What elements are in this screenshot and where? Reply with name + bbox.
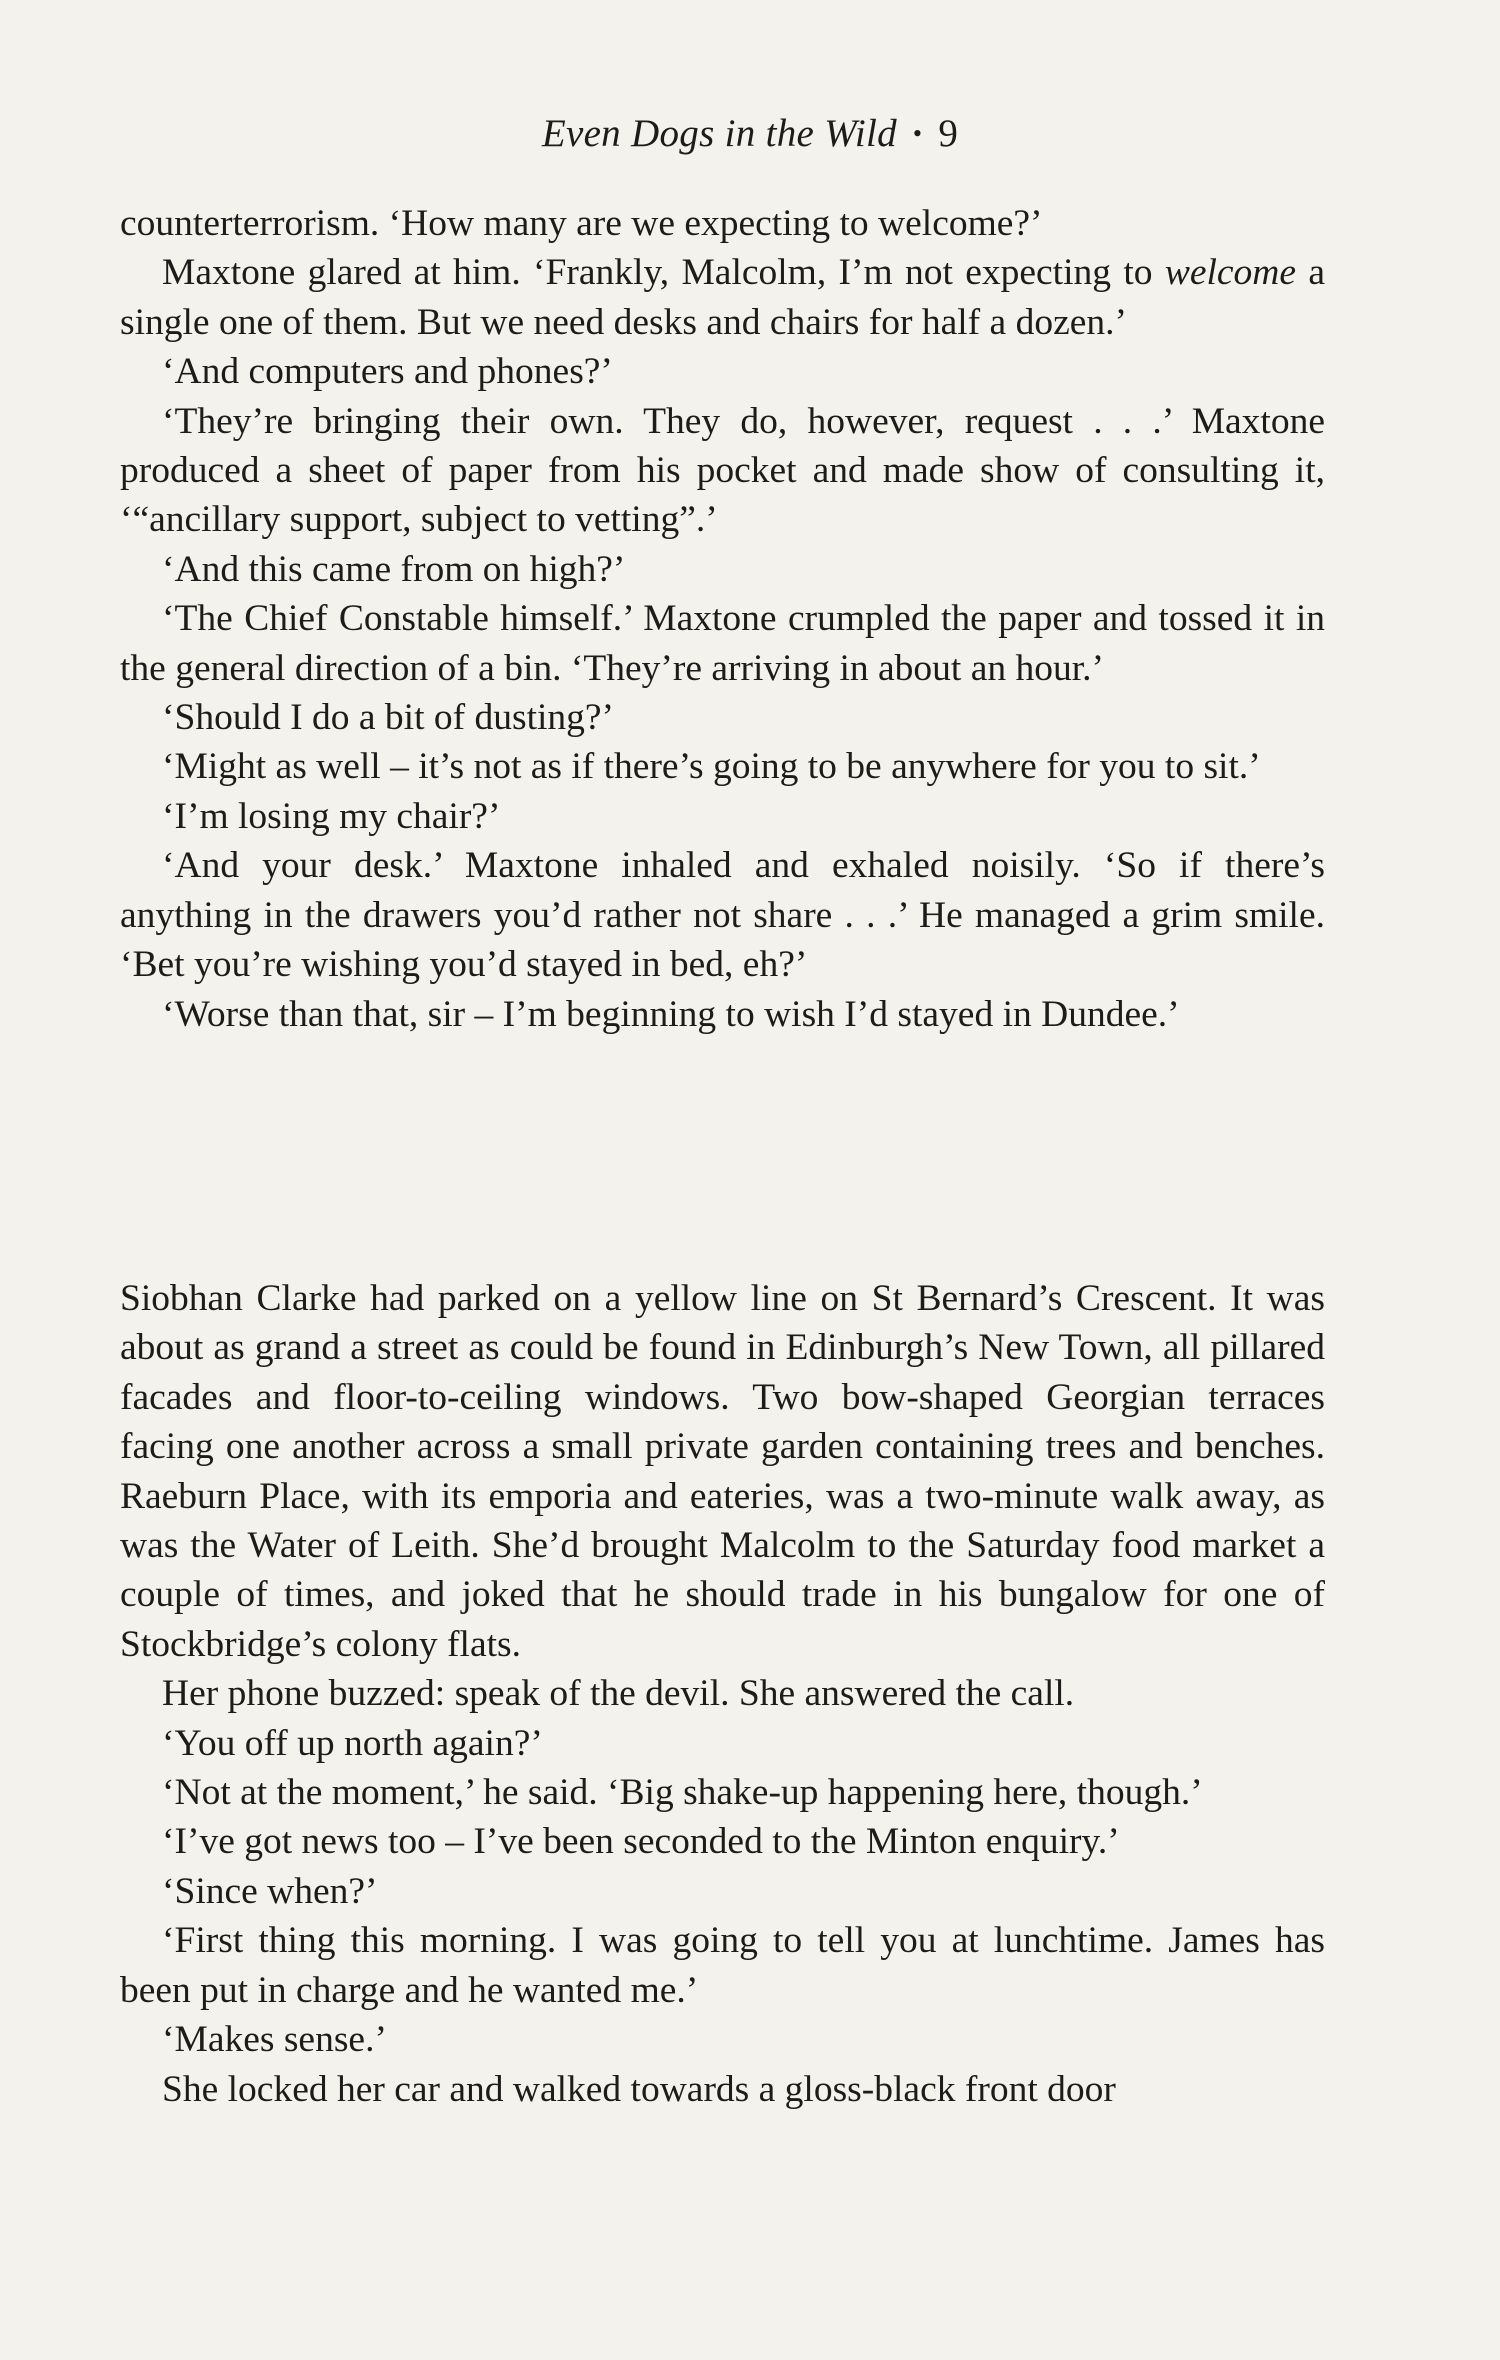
paragraph: ‘And your desk.’ Maxtone inhaled and exhaled noisily. ‘So if there’s anything in the drawers you’d rather not share . . .’ He managed a grim smile. ‘Bet you’re wishing you’d stayed in bed, eh?’: [120, 845, 1325, 986]
text-block-office-scene: [120, 199, 1325, 1039]
paragraph: ‘Since when?’: [162, 1870, 378, 1912]
paragraph: ‘I’m losing my chair?’: [162, 795, 501, 837]
paragraph: ‘First thing this morning. I was going to tell you at lunchtime. James has been put in charge and he wanted me.’: [120, 1920, 1325, 2011]
paragraph: ‘I’ve got news too – I’ve been seconded to the Minton enquiry.’: [162, 1821, 1120, 1863]
paragraph: ‘They’re bringing their own. They do, however, request . . .’ Maxtone produced a sheet of paper from his pocket and made show of consulting it, ‘“ancillary support, subject to vetting”.’: [120, 400, 1325, 541]
paragraph: ‘Should I do a bit of dusting?’: [162, 697, 615, 739]
paragraph: ‘And computers and phones?’: [162, 351, 613, 393]
paragraph: ‘Makes sense.’: [162, 2019, 387, 2061]
book-title: Even Dogs in the Wild: [541, 112, 897, 155]
paragraph: ‘Not at the moment,’ he said. ‘Big shake-up happening here, though.’: [162, 1772, 1203, 1814]
text-block-crescent-scene: [120, 1274, 1325, 2114]
paragraph-text: a single one of them. But we need desks and chairs for half a dozen.’: [120, 252, 1325, 343]
paragraph: [120, 248, 1325, 347]
paragraph: ‘You off up north again?’: [162, 1722, 543, 1764]
page-number: 9: [938, 112, 959, 155]
header-separator: •: [912, 119, 923, 148]
paragraph: counterterrorism. ‘How many are we expecting to welcome?’: [120, 203, 1043, 244]
running-header: [0, 110, 1500, 158]
paragraph: Her phone buzzed: speak of the devil. She answered the call.: [162, 1673, 1075, 1715]
emphasis-text: welcome: [1164, 252, 1297, 294]
paragraph: ‘Worse than that, sir – I’m beginning to wish I’d stayed in Dundee.’: [162, 993, 1180, 1035]
paragraph-text: Maxtone glared at him. ‘Frankly, Malcolm, I’m not expecting to: [162, 252, 1165, 294]
paragraph: Siobhan Clarke had parked on a yellow line on St Bernard’s Crescent. It was about as grand a street as could be found in Edinburgh’s New Town, all pillared facades and floor-to-ceiling windows. Two bow-shaped Georgian terraces facing one another across a small private garden containing trees and benches. Raeburn Place, with its emporia and eateries, was a two-minute walk away, as was the Water of Leith. She’d brought Malcolm to the Saturday food market a couple of times, and joked that he should trade in his bungalow for one of Stockbridge’s colony flats.: [120, 1278, 1325, 1665]
paragraph: ‘The Chief Constable himself.’ Maxtone crumpled the paper and tossed it in the general direction of a bin. ‘They’re arriving in about an hour.’: [120, 598, 1325, 689]
paragraph: ‘And this came from on high?’: [162, 548, 626, 590]
paragraph: ‘Might as well – it’s not as if there’s going to be anywhere for you to sit.’: [162, 746, 1261, 788]
paragraph: She locked her car and walked towards a gloss-black front door: [162, 2068, 1116, 2110]
